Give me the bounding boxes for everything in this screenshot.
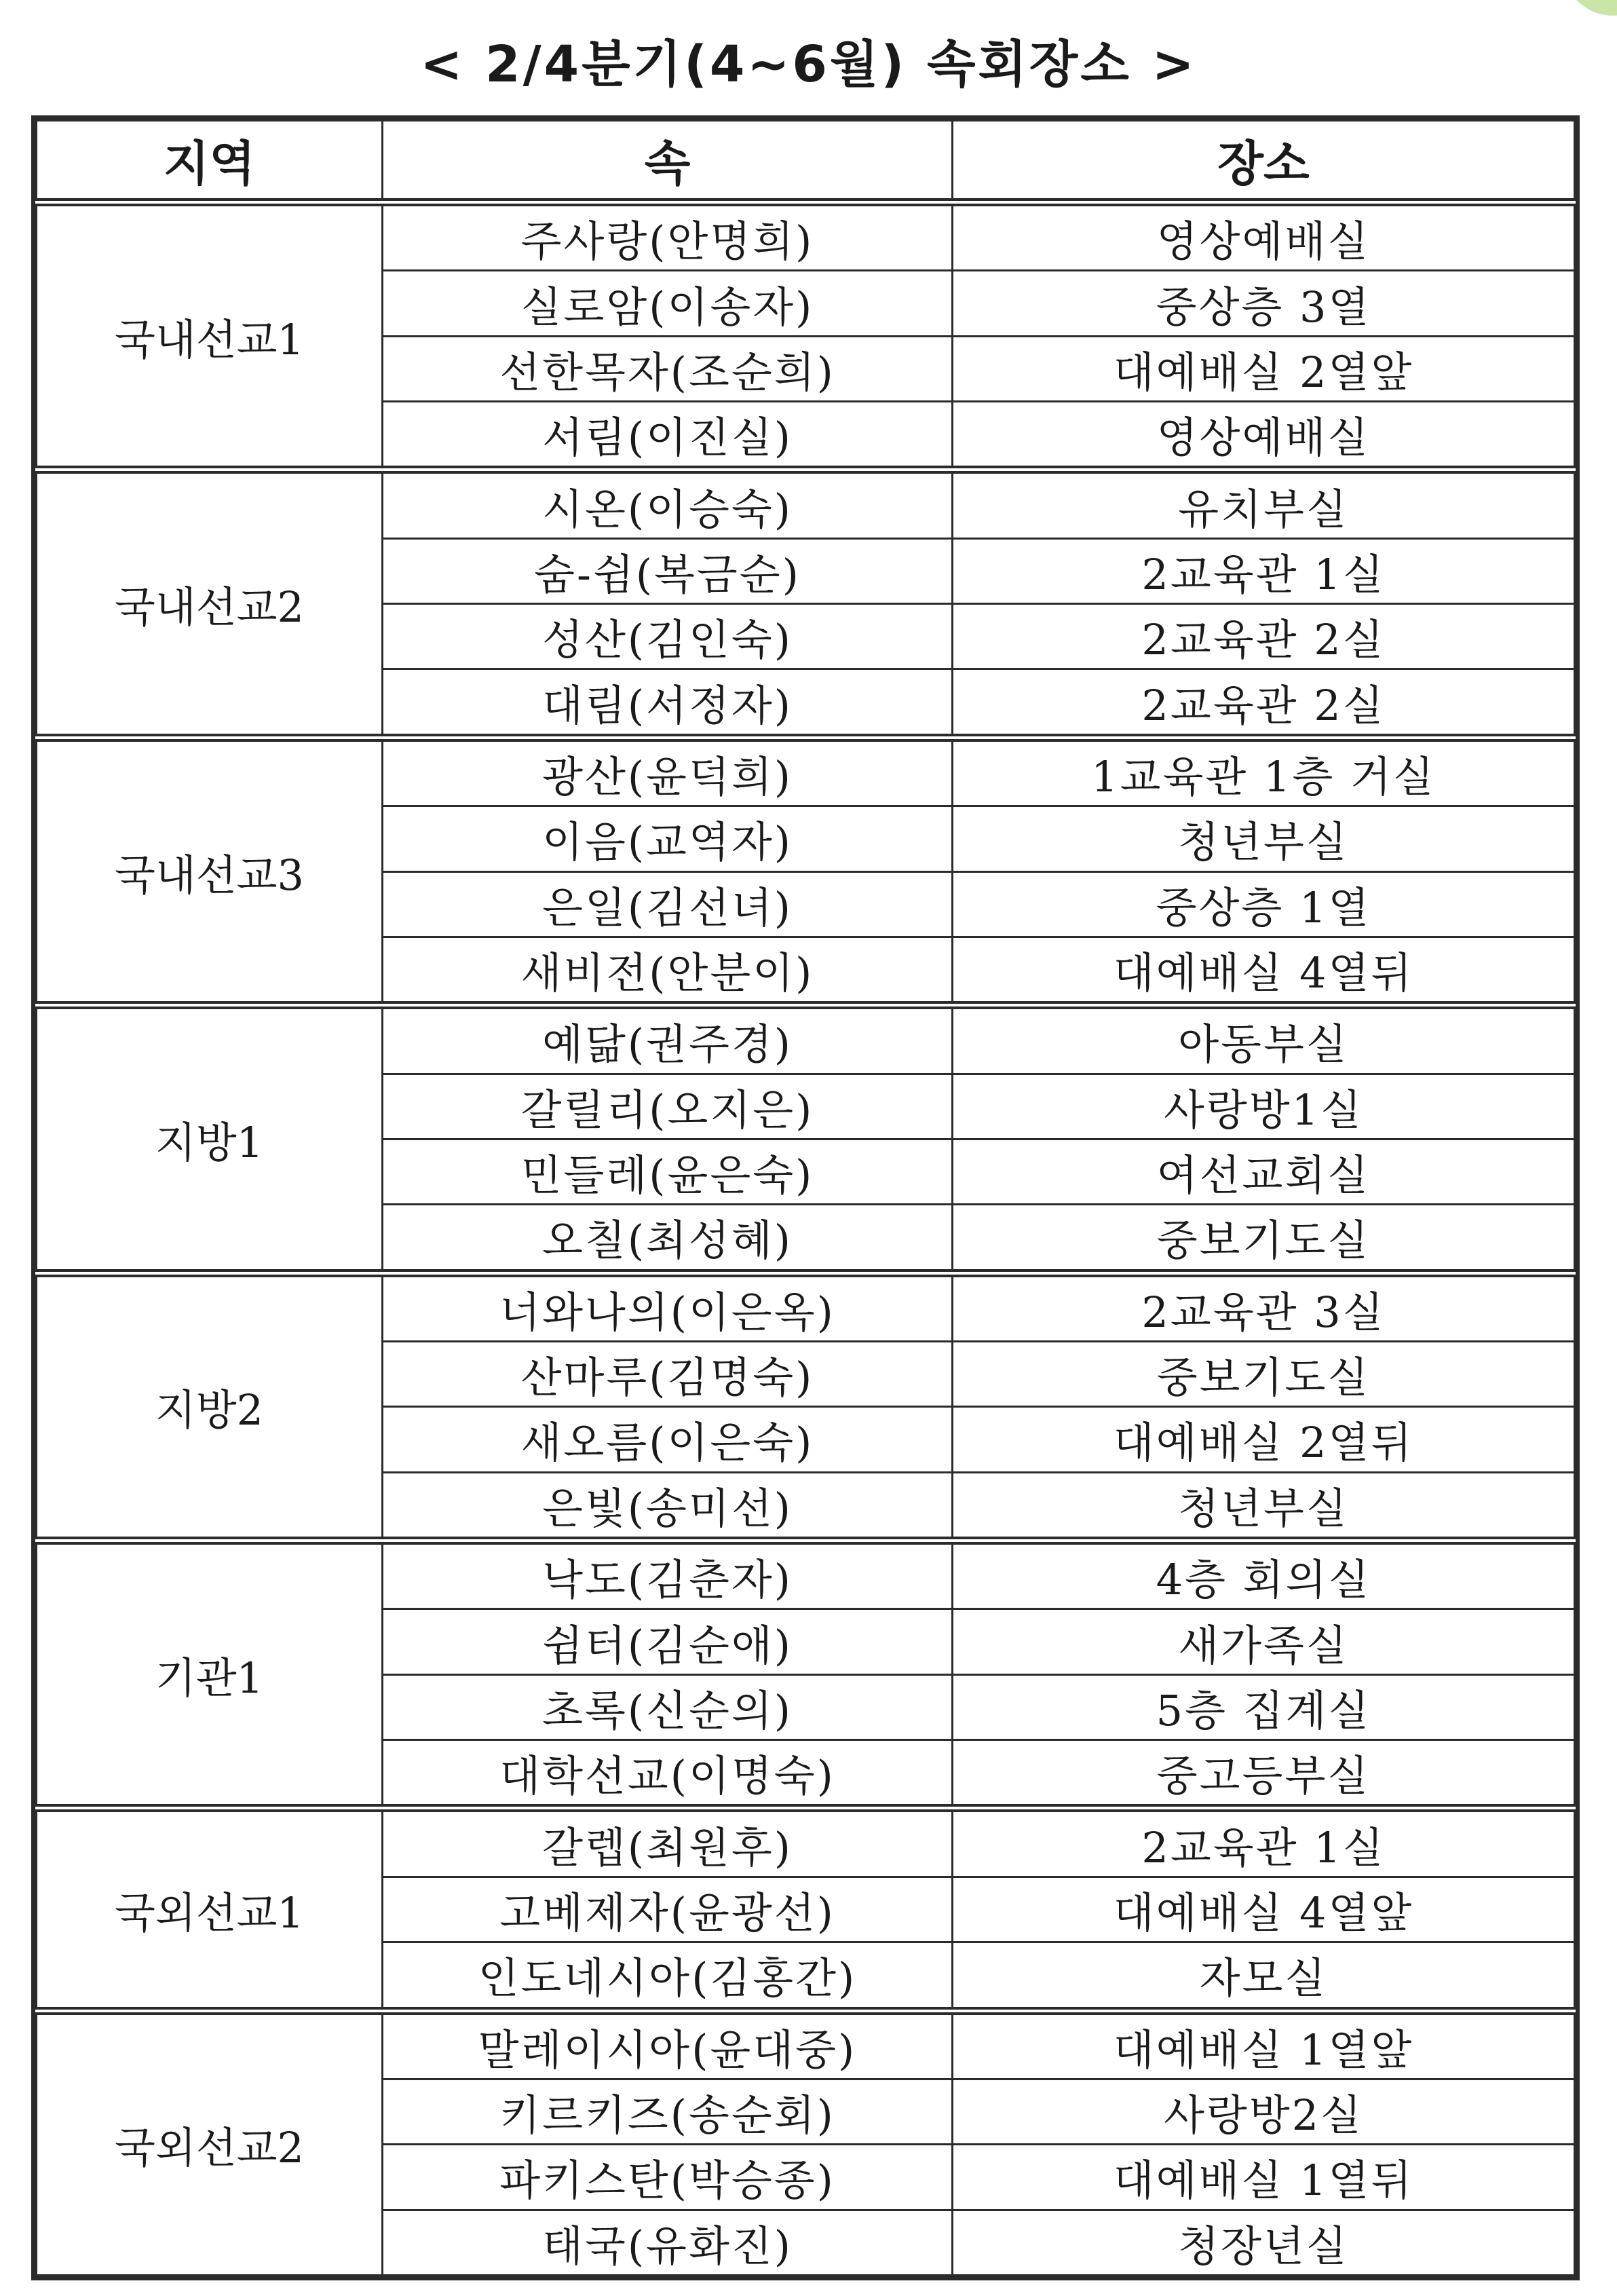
group-cell: 실로암(이송자) <box>383 271 953 336</box>
table-row <box>37 470 1575 538</box>
place-cell: 중상층 1열 <box>953 871 1575 937</box>
group-cell: 민들레(윤은숙) <box>383 1139 953 1204</box>
place-cell: 1교육관 1층 거실 <box>953 738 1575 806</box>
group-cell: 은일(김선녀) <box>383 871 953 937</box>
group-cell: 쉼터(김순애) <box>383 1609 953 1674</box>
place-cell: 유치부실 <box>953 470 1575 538</box>
table-row <box>37 1541 1575 1609</box>
place-cell: 청장년실 <box>953 2210 1575 2275</box>
group-cell: 주사랑(안명희) <box>383 202 953 271</box>
group-cell: 새오름(이은숙) <box>383 1407 953 1472</box>
table-row <box>37 1005 1575 1074</box>
schedule-table-frame <box>31 115 1580 2280</box>
place-cell: 아동부실 <box>953 1005 1575 1074</box>
schedule-table <box>35 119 1576 2276</box>
place-cell: 대예배실 1열앞 <box>953 2011 1575 2079</box>
group-cell: 대림(서정자) <box>383 669 953 738</box>
table-row <box>37 1808 1575 1877</box>
place-cell: 새가족실 <box>953 1609 1575 1674</box>
region-cell: 국내선교3 <box>37 738 383 1005</box>
region-cell: 국내선교2 <box>37 470 383 737</box>
region-cell: 지방1 <box>37 1005 383 1273</box>
group-cell: 너와나의(이은옥) <box>383 1273 953 1342</box>
place-cell: 대예배실 2열앞 <box>953 336 1575 401</box>
table-row <box>37 1273 1575 1342</box>
region-cell: 국외선교2 <box>37 2011 383 2276</box>
group-cell: 키르키즈(송순회) <box>383 2079 953 2145</box>
place-cell: 대예배실 4열앞 <box>953 1877 1575 1942</box>
group-cell: 성산(김인숙) <box>383 604 953 669</box>
group-cell: 이음(교역자) <box>383 806 953 871</box>
group-cell: 태국(유화진) <box>383 2210 953 2275</box>
group-cell: 시온(이승숙) <box>383 470 953 538</box>
group-cell: 고베제자(윤광선) <box>383 1877 953 1942</box>
place-cell: 4층 회의실 <box>953 1541 1575 1609</box>
region-cell: 국외선교1 <box>37 1808 383 2010</box>
group-cell: 광산(윤덕희) <box>383 738 953 806</box>
group-cell: 낙도(김춘자) <box>383 1541 953 1609</box>
region-cell: 국내선교1 <box>37 202 383 470</box>
place-cell: 5층 집계실 <box>953 1674 1575 1739</box>
header-place: 장소 <box>953 121 1575 203</box>
page-title: < 2/4분기(4~6월) 속회장소 > <box>420 35 1197 94</box>
group-cell: 갈렙(최원후) <box>383 1808 953 1877</box>
place-cell: 2교육관 3실 <box>953 1273 1575 1342</box>
region-cell: 지방2 <box>37 1273 383 1541</box>
group-cell: 오칠(최성혜) <box>383 1205 953 1273</box>
place-cell: 사랑방1실 <box>953 1074 1575 1139</box>
group-cell: 말레이시아(윤대중) <box>383 2011 953 2079</box>
header-group: 속 <box>383 121 953 203</box>
table-row <box>37 2011 1575 2079</box>
table-row <box>37 738 1575 806</box>
place-cell: 자모실 <box>953 1942 1575 2011</box>
place-cell: 사랑방2실 <box>953 2079 1575 2145</box>
place-cell: 2교육관 1실 <box>953 1808 1575 1877</box>
group-cell: 숨-쉼(복금순) <box>383 538 953 603</box>
place-cell: 중보기도실 <box>953 1205 1575 1273</box>
place-cell: 2교육관 1실 <box>953 538 1575 603</box>
group-cell: 대학선교(이명숙) <box>383 1739 953 1808</box>
group-cell: 인도네시아(김홍간) <box>383 1942 953 2011</box>
place-cell: 청년부실 <box>953 806 1575 871</box>
group-cell: 새비전(안분이) <box>383 937 953 1005</box>
place-cell: 대예배실 2열뒤 <box>953 1407 1575 1472</box>
region-cell: 기관1 <box>37 1541 383 1808</box>
place-cell: 대예배실 4열뒤 <box>953 937 1575 1005</box>
group-cell: 서림(이진실) <box>383 401 953 470</box>
group-cell: 예닮(권주경) <box>383 1005 953 1074</box>
place-cell: 대예배실 1열뒤 <box>953 2145 1575 2210</box>
header-row <box>37 121 1575 203</box>
group-cell: 초록(신순의) <box>383 1674 953 1739</box>
place-cell: 2교육관 2실 <box>953 669 1575 738</box>
place-cell: 2교육관 2실 <box>953 604 1575 669</box>
schedule-body <box>37 202 1575 2276</box>
place-cell: 영상예배실 <box>953 202 1575 271</box>
group-cell: 선한목자(조순희) <box>383 336 953 401</box>
place-cell: 중보기도실 <box>953 1342 1575 1407</box>
place-cell: 중고등부실 <box>953 1739 1575 1808</box>
table-row <box>37 202 1575 271</box>
place-cell: 영상예배실 <box>953 401 1575 470</box>
header-region: 지역 <box>37 121 383 203</box>
place-cell: 여선교회실 <box>953 1139 1575 1204</box>
group-cell: 은빛(송미선) <box>383 1472 953 1541</box>
place-cell: 중상층 3열 <box>953 271 1575 336</box>
group-cell: 갈릴리(오지은) <box>383 1074 953 1139</box>
group-cell: 파키스탄(박승종) <box>383 2145 953 2210</box>
group-cell: 산마루(김명숙) <box>383 1342 953 1407</box>
place-cell: 청년부실 <box>953 1472 1575 1541</box>
